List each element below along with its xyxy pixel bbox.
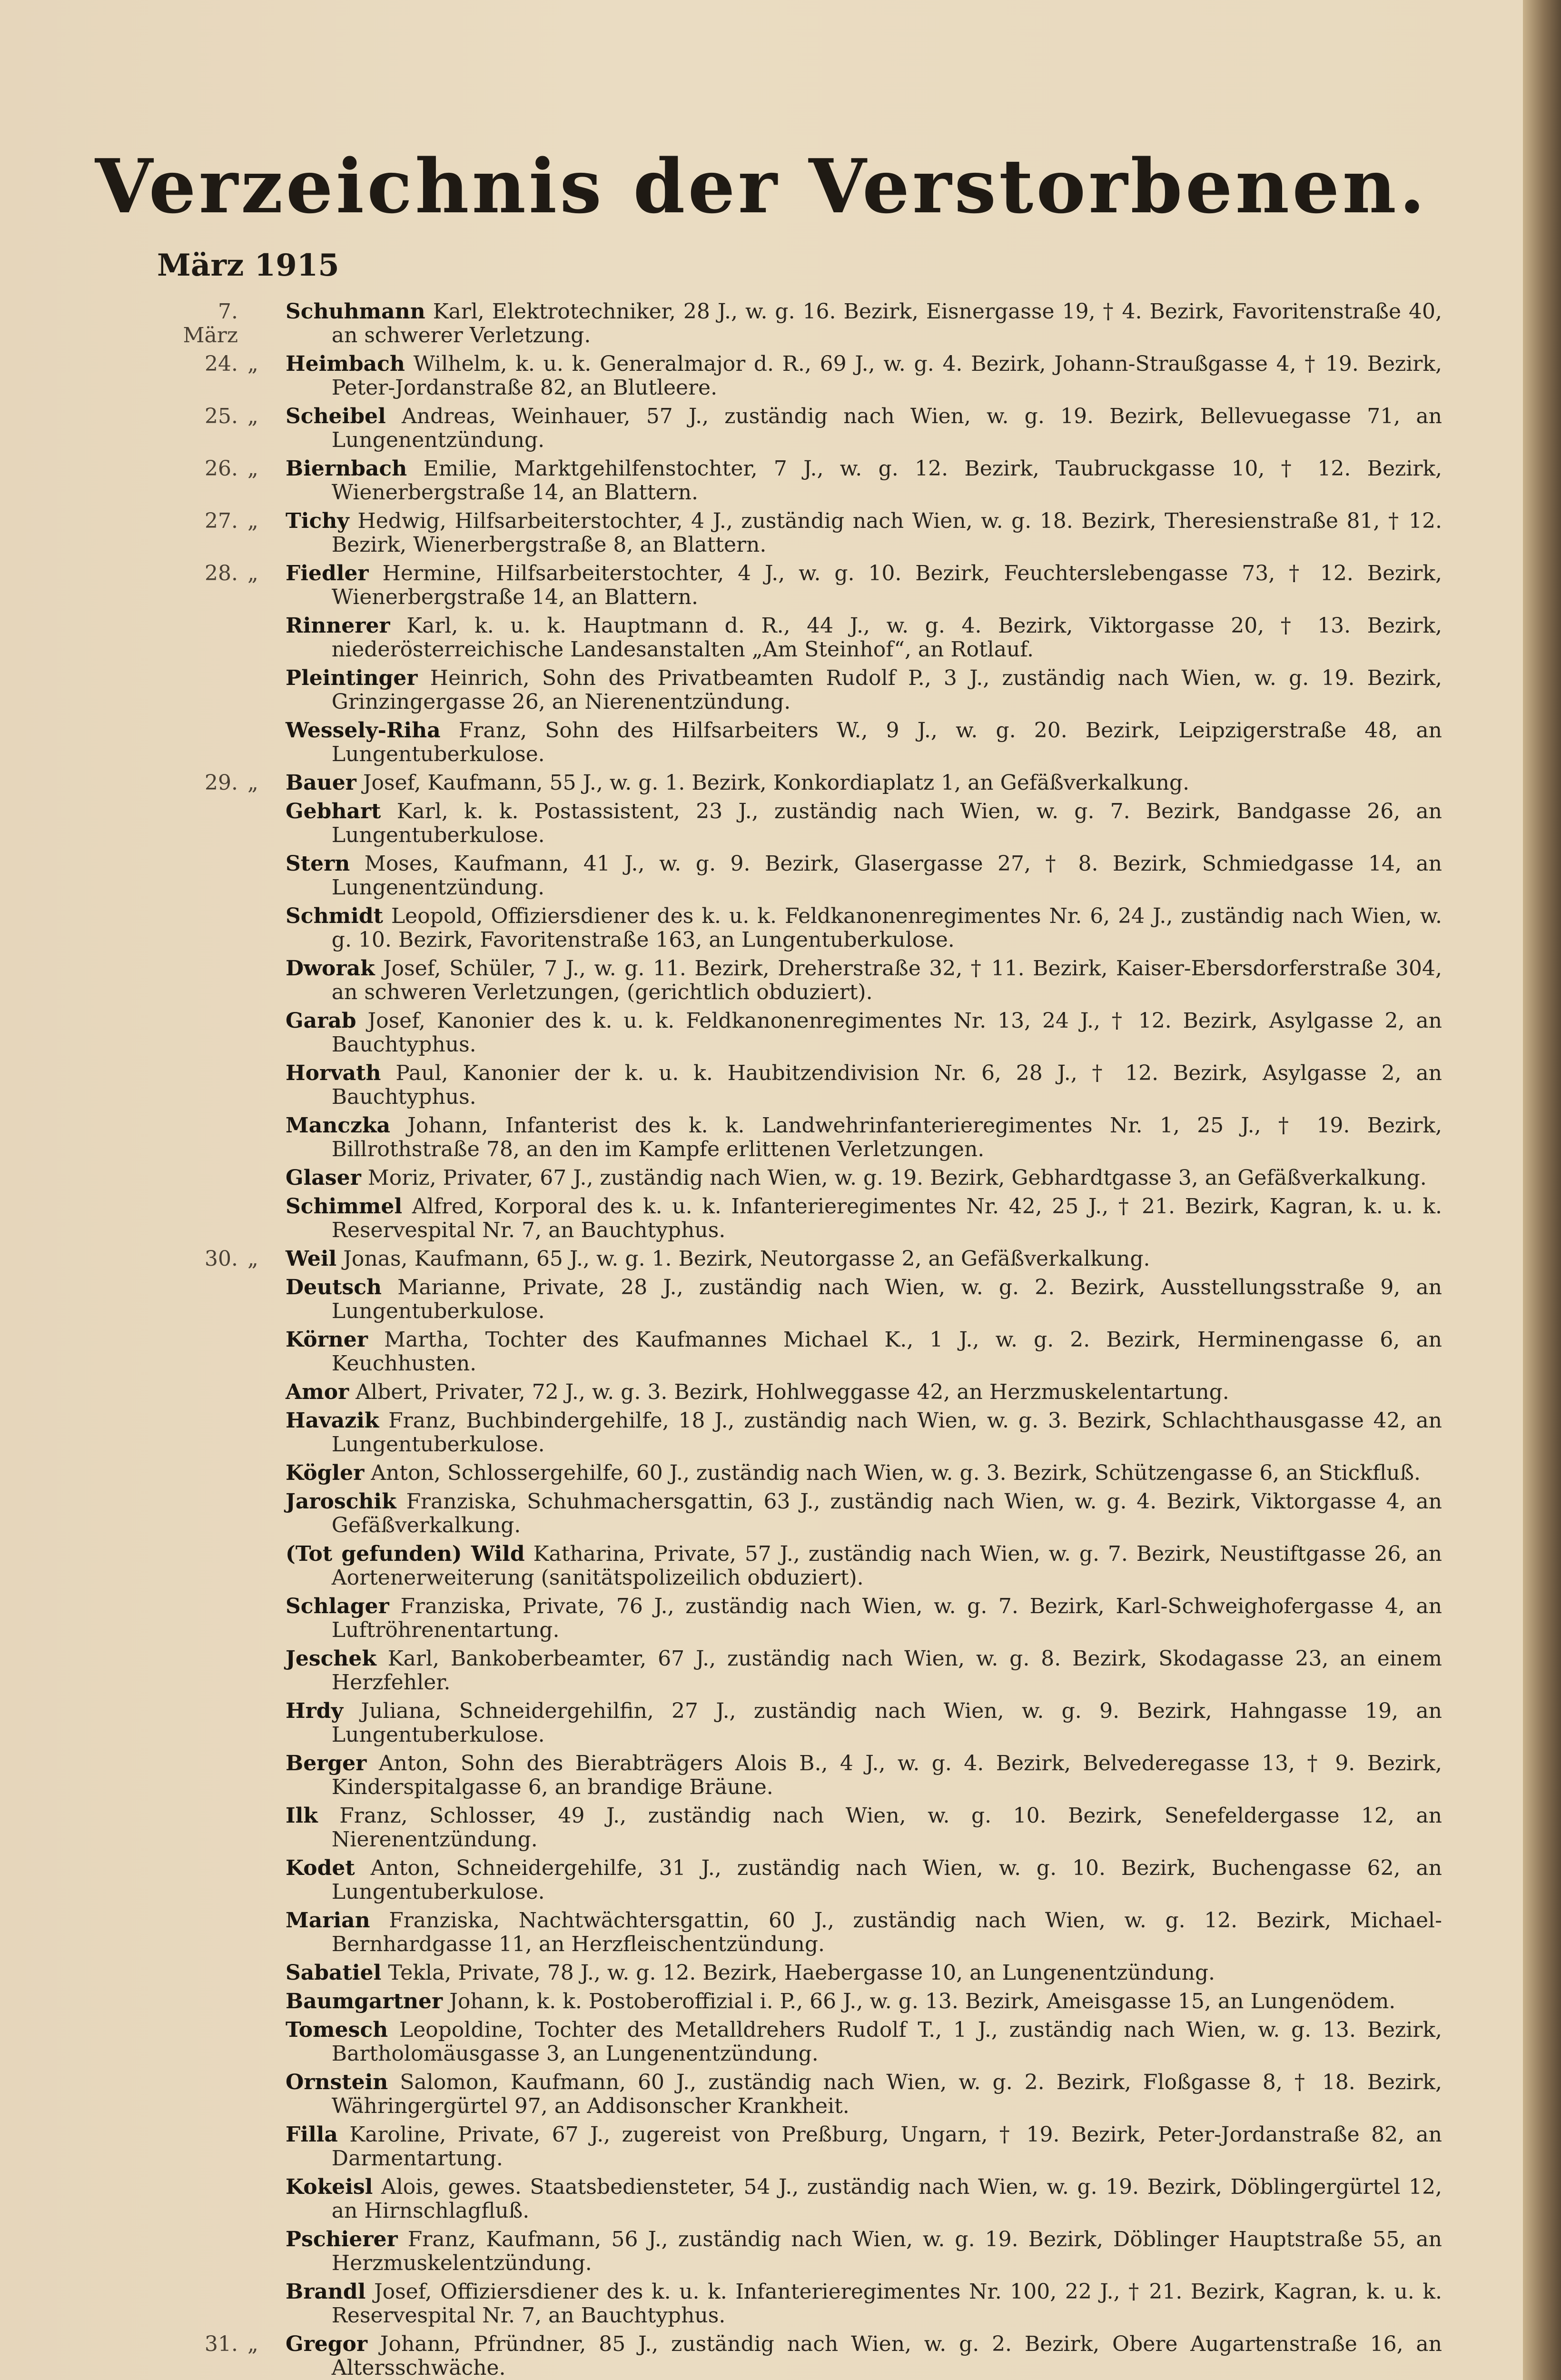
entry-text [286,719,1442,766]
entry-text [286,1990,1442,2013]
entry-surname: Hrdy [286,1699,344,1723]
list-item [157,352,1442,400]
list-item [157,1009,1442,1057]
list-item [157,2071,1442,2118]
entry-text [286,1804,1442,1852]
entry-surname: Wessely-Riha [286,718,441,743]
entry-ditto-mark: „ [247,509,258,533]
list-item [157,300,1442,347]
entry-surname: Schlager [286,1594,389,1618]
list-item [157,1909,1442,1956]
entry-surname: Brandl [286,2280,366,2304]
list-item [157,2018,1442,2066]
entry-text [286,1061,1442,1109]
entry-ditto-mark: „ [247,1247,258,1271]
entry-details: Karl, k. u. k. Hauptmann d. R., 44 J., w. g. 4. Bezirk, Viktorgasse 20, † 13. Bezirk, niederösterreichische Landesanstalten „Am Steinhof“, an Rotlauf. [331,614,1442,662]
entry-text [286,1461,1442,1485]
list-item [157,1804,1442,1852]
entry-details: Hedwig, Hilfsarbeiterstochter, 4 J., zuständig nach Wien, w. g. 18. Bezirk, Theresienstraße 81, † 12. Bezirk, Wienerbergstraße 8, an Blattern. [331,509,1442,557]
entry-surname: Schuhmann [286,299,425,324]
entry-details: Wilhelm, k. u. k. Generalmajor d. R., 69 J., w. g. 4. Bezirk, Johann-Straußgasse 4, † 19. Bezirk, Peter-Jordanstraße 82, an Blutleere. [331,352,1442,400]
entry-details: Katharina, Private, 57 J., zuständig nach Wien, w. g. 7. Bezirk, Neustiftgasse 26, an Aortenerweiterung (sanitätspolizeilich obduziert). [331,1542,1442,1590]
list-item [157,1490,1442,1537]
entry-text [286,2123,1442,2171]
entry-surname: Havazik [286,1408,379,1433]
list-item [157,1195,1442,1242]
list-item [157,1461,1442,1485]
entry-ditto-mark: „ [247,456,258,481]
entry-details: Anton, Schlossergehilfe, 60 J., zuständig nach Wien, w. g. 3. Bezirk, Schützengasse 6, an Stickfluß. [371,1461,1421,1485]
entry-details: Franz, Sohn des Hilfsarbeiters W., 9 J., w. g. 20. Bezirk, Leipzigerstraße 48, an Lungentuberkulose. [331,718,1442,766]
entry-details: Tekla, Private, 78 J., w. g. 12. Bezirk, Haebergasse 10, an Lungenentzündung. [388,1961,1215,1985]
list-item [157,1276,1442,1323]
entry-text [286,1328,1442,1376]
entry-details: Leopoldine, Tochter des Metalldrehers Rudolf T., 1 J., zuständig nach Wien, w. g. 13. Bezirk, Bartholomäusgasse 3, an Lungenentzündung. [331,2018,1442,2066]
entry-details: Franziska, Nachtwächtersgattin, 60 J., zuständig nach Wien, w. g. 12. Bezirk, Michael-Bernhardgasse 11, an Herzfleischentzündung. [331,1908,1442,1956]
entry-surname: Jaroschik [286,1489,396,1514]
list-item [157,1247,1442,1271]
entry-details: Anton, Schneidergehilfe, 31 J., zuständig nach Wien, w. g. 10. Bezirk, Buchengasse 62, an Lungentuberkulose. [331,1856,1442,1904]
entry-text [286,2071,1442,2118]
entry-surname: Manczka [286,1113,390,1138]
entry-text [286,1114,1442,1161]
entry-text [286,904,1442,952]
entry-surname: Glaser [286,1166,361,1190]
entry-details: Karl, Bankoberbeamter, 67 J., zuständig nach Wien, w. g. 8. Bezirk, Skodagasse 23, an einem Herzfehler. [331,1646,1442,1695]
entry-details: Josef, Offiziersdiener des k. u. k. Infanterieregimentes Nr. 100, 22 J., † 21. Bezirk, Kagran, k. u. k. Reservespital Nr. 7, an Bauchtyphus. [331,2280,1442,2328]
entry-details: Josef, Kanonier des k. u. k. Feldkanonenregimentes Nr. 13, 24 J., † 12. Bezirk, Asylgasse 2, an Bauchtyphus. [331,1009,1442,1057]
entry-text [286,2228,1442,2275]
entry-day: 7. März [183,299,238,347]
entry-date [157,1247,286,1271]
entry-surname: Schimmel [286,1194,403,1219]
entry-details: Franz, Kaufmann, 56 J., zuständig nach Wien, w. g. 19. Bezirk, Döblinger Hauptstraße 55, an Herzmuskelentzündung. [331,2227,1442,2275]
entry-text [286,666,1442,714]
list-item [157,1647,1442,1695]
entry-date [157,2332,286,2356]
list-item [157,1961,1442,1985]
entry-surname: Horvath [286,1061,381,1085]
entry-surname: Schmidt [286,904,383,928]
entry-list [157,300,1442,2380]
list-item [157,852,1442,900]
entry-ditto-mark: „ [247,404,258,428]
list-item [157,614,1442,662]
entry-details: Albert, Privater, 72 J., w. g. 3. Bezirk, Hohlweggasse 42, an Herzmuskelentartung. [356,1380,1229,1404]
entry-surname: Amor [286,1380,349,1404]
entry-text [286,509,1442,557]
page-title: Verzeichnis der Verstorbenen. [95,143,1428,230]
entry-text [286,1166,1442,1190]
list-item [157,1990,1442,2013]
entry-details: Karl, k. k. Postassistent, 23 J., zuständig nach Wien, w. g. 7. Bezirk, Bandgasse 26, an Lungentuberkulose. [331,799,1442,847]
entry-ditto-mark [247,300,286,347]
entry-details: Franziska, Private, 76 J., zuständig nach Wien, w. g. 7. Bezirk, Karl-Schweighofergasse 4, an Luftröhrenentartung. [331,1594,1442,1642]
list-item [157,719,1442,766]
list-item [157,2175,1442,2223]
entry-details: Anton, Sohn des Bierabträgers Alois B., 4 J., w. g. 4. Bezirk, Belvederegasse 13, † 9. Bezirk, Kinderspitalgasse 6, an brandige Bräune. [331,1751,1442,1799]
entry-surname: Tichy [286,509,349,533]
entry-surname: Fiedler [286,561,369,585]
entry-details: Johann, k. k. Postoberoffizial i. P., 66 J., w. g. 13. Bezirk, Ameisgasse 15, an Lungenödem. [449,1989,1396,2013]
entry-surname: Baumgartner [286,1989,443,2013]
entry-surname: Berger [286,1751,367,1775]
entry-surname: Dworak [286,956,375,981]
entry-surname: Heimbach [286,352,405,376]
entry-day: 29. [205,771,238,795]
entry-text [286,1595,1442,1642]
entry-day: 24. [205,352,238,376]
entry-details: Emilie, Marktgehilfenstochter, 7 J., w. g. 12. Bezirk, Taubruckgasse 10, † 12. Bezirk, Wienerbergstraße 14, an Blattern. [331,456,1442,505]
entry-text [286,2018,1442,2066]
entry-details: Juliana, Schneidergehilfin, 27 J., zuständig nach Wien, w. g. 9. Bezirk, Hahngasse 19, an Lungentuberkulose. [331,1699,1442,1747]
entry-text [286,352,1442,400]
list-item [157,509,1442,557]
list-item [157,1856,1442,1904]
entry-surname: Pschierer [286,2227,398,2251]
entry-details: Franz, Buchbindergehilfe, 18 J., zuständig nach Wien, w. g. 3. Bezirk, Schlachthausgasse 42, an Lungentuberkulose. [331,1408,1442,1457]
entry-details: Moses, Kaufmann, 41 J., w. g. 9. Bezirk, Glasergasse 27, † 8. Bezirk, Schmiedgasse 14, an Lungenentzündung. [331,852,1442,900]
entry-text [286,1856,1442,1904]
list-item [157,2123,1442,2171]
entry-ditto-mark: „ [247,771,258,795]
entry-text [286,405,1442,452]
entry-details: Alois, gewes. Staatsbediensteter, 54 J., zuständig nach Wien, w. g. 19. Bezirk, Döblingergürtel 12, an Hirnschlagfluß. [331,2175,1442,2223]
entry-text [286,1647,1442,1695]
entry-text [286,957,1442,1004]
entry-surname: Marian [286,1908,370,1933]
entry-details: Salomon, Kaufmann, 60 J., zuständig nach Wien, w. g. 2. Bezirk, Floßgasse 8, † 18. Bezirk, Währingergürtel 97, an Addisonscher Krankheit. [331,2070,1442,2118]
entry-details: Alfred, Korporal des k. u. k. Infanterieregimentes Nr. 42, 25 J., † 21. Bezirk, Kagran, k. u. k. Reservespital Nr. 7, an Bauchtyphus. [331,1194,1442,1242]
entry-date [157,509,286,533]
list-item [157,1380,1442,1404]
list-item [157,2332,1442,2380]
entry-date [157,562,286,585]
list-item [157,1114,1442,1161]
entry-day: 31. [205,2332,238,2356]
entry-surname: Garab [286,1009,356,1033]
entry-date [157,457,286,481]
entry-ditto-mark: „ [247,561,258,585]
entry-ditto-mark: „ [247,2332,258,2356]
entry-text [286,1409,1442,1457]
entry-surname: Sabatiel [286,1961,382,1985]
entry-surname: Filla [286,2122,338,2147]
list-item [157,1061,1442,1109]
entry-surname: Kodet [286,1856,355,1880]
entry-details: Paul, Kanonier der k. u. k. Haubitzendivision Nr. 6, 28 J., † 12. Bezirk, Asylgasse 2, an Bauchtyphus. [331,1061,1442,1109]
entry-details: Franziska, Schuhmachersgattin, 63 J., zuständig nach Wien, w. g. 4. Bezirk, Viktorgasse 4, an Gefäßverkalkung. [331,1489,1442,1537]
entry-details: Josef, Schüler, 7 J., w. g. 11. Bezirk, Dreherstraße 32, † 11. Bezirk, Kaiser-Ebersdorferstraße 304, an schweren Verletzungen, (gerichtlich obduziert). [331,956,1442,1004]
entry-details: Josef, Kaufmann, 55 J., w. g. 1. Bezirk, Konkordiaplatz 1, an Gefäßverkalkung. [363,771,1190,795]
entry-text [286,1276,1442,1323]
entry-text [286,1247,1442,1271]
entry-date [157,300,286,347]
entry-details: Johann, Pfründner, 85 J., zuständig nach Wien, w. g. 2. Bezirk, Obere Augartenstraße 16, an Altersschwäche. [331,2332,1442,2380]
entry-text [286,300,1442,347]
entry-details: Karoline, Private, 67 J., zugereist von Preßburg, Ungarn, † 19. Bezirk, Peter-Jordanstraße 82, an Darmentartung. [331,2122,1442,2171]
entry-text [286,852,1442,900]
entry-text [286,1961,1442,1985]
list-item [157,1595,1442,1642]
entry-details: Johann, Infanterist des k. k. Landwehrinfanterieregimentes Nr. 1, 25 J., † 19. Bezirk, Billrothstraße 78, an den im Kampfe erlittenen Verletzungen. [331,1113,1442,1161]
entry-day: 26. [205,456,238,481]
entry-text [286,1490,1442,1537]
list-item [157,1752,1442,1799]
entry-text [286,2332,1442,2380]
entry-details: Franz, Schlosser, 49 J., zuständig nach Wien, w. g. 10. Bezirk, Senefeldergasse 12, an Nierenentzündung. [331,1804,1442,1852]
entry-surname: Kokeisl [286,2175,373,2199]
entry-surname: Pleintinger [286,666,418,690]
entry-details: Martha, Tochter des Kaufmannes Michael K., 1 J., w. g. 2. Bezirk, Herminengasse 6, an Keuchhusten. [331,1328,1442,1376]
entry-surname: Ilk [286,1804,318,1828]
entry-date [157,771,286,795]
entry-details: Leopold, Offiziersdiener des k. u. k. Feldkanonenregimentes Nr. 6, 24 J., zuständig nach Wien, w. g. 10. Bezirk, Favoritenstraße 163, an Lungentuberkulose. [331,904,1442,952]
list-item [157,957,1442,1004]
list-item [157,904,1442,952]
list-item [157,800,1442,847]
entry-surname: Kögler [286,1461,365,1485]
list-item [157,2228,1442,2275]
entry-surname: Ornstein [286,2070,388,2094]
entry-surname: Stern [286,852,350,876]
entry-text [286,562,1442,609]
entry-text [286,771,1442,795]
list-item [157,771,1442,795]
entry-day: 25. [205,404,238,428]
entry-surname: Bauer [286,771,356,795]
entry-text [286,1909,1442,1956]
entry-text [286,1009,1442,1057]
entry-surname: Tomesch [286,2018,388,2042]
entry-details: Heinrich, Sohn des Privatbeamten Rudolf P., 3 J., zuständig nach Wien, w. g. 19. Bezirk, Grinzingergasse 26, an Nierenentzündung. [331,666,1442,714]
entry-details: Karl, Elektrotechniker, 28 J., w. g. 16. Bezirk, Eisnergasse 19, † 4. Bezirk, Favoritenstraße 40, an schwerer Verletzung. [331,299,1442,347]
month-heading: März 1915 [157,248,339,283]
page-edge-shadow [1523,0,1561,2380]
entry-surname: Biernbach [286,456,407,481]
entry-ditto-mark: „ [247,352,258,376]
list-item [157,1166,1442,1190]
entry-surname: Weil [286,1247,337,1271]
entry-text [286,2280,1442,2328]
entry-text [286,800,1442,847]
entry-text [286,2175,1442,2223]
entry-text [286,1752,1442,1799]
entry-text [286,614,1442,662]
entry-details: Moriz, Privater, 67 J., zuständig nach Wien, w. g. 19. Bezirk, Gebhardtgasse 3, an Gefäßverkalkung. [367,1166,1427,1190]
list-item [157,405,1442,452]
entry-text [286,457,1442,505]
entry-date [157,405,286,428]
entry-text [286,1542,1442,1590]
list-item [157,562,1442,609]
entry-details: Andreas, Weinhauer, 57 J., zuständig nach Wien, w. g. 19. Bezirk, Bellevuegasse 71, an Lungenentzündung. [331,404,1442,452]
entry-text [286,1380,1442,1404]
entry-details: Marianne, Private, 28 J., zuständig nach Wien, w. g. 2. Bezirk, Ausstellungsstraße 9, an Lungentuberkulose. [331,1275,1442,1323]
entry-surname: (Tot gefunden) Wild [286,1542,525,1566]
list-item [157,1328,1442,1376]
list-item [157,666,1442,714]
entry-surname: Jeschek [286,1646,376,1671]
entry-surname: Scheibel [286,404,386,428]
list-item [157,1542,1442,1590]
entry-day: 30. [205,1247,238,1271]
list-item [157,2280,1442,2328]
entry-day: 27. [205,509,238,533]
entry-details: Hermine, Hilfsarbeiterstochter, 4 J., w. g. 10. Bezirk, Feuchterslebengasse 73, † 12. Bezirk, Wienerbergstraße 14, an Blattern. [331,561,1442,609]
entry-surname: Rinnerer [286,614,390,638]
entry-date [157,352,286,376]
entry-surname: Deutsch [286,1275,382,1299]
entry-text [286,1699,1442,1747]
entry-details: Jonas, Kaufmann, 65 J., w. g. 1. Bezirk, Neutorgasse 2, an Gefäßverkalkung. [343,1247,1150,1271]
entry-surname: Körner [286,1328,368,1352]
list-item [157,1699,1442,1747]
entry-text [286,1195,1442,1242]
list-item [157,1409,1442,1457]
entry-surname: Gregor [286,2332,368,2356]
entry-day: 28. [205,561,238,585]
entry-surname: Gebhart [286,799,381,823]
list-item [157,457,1442,505]
